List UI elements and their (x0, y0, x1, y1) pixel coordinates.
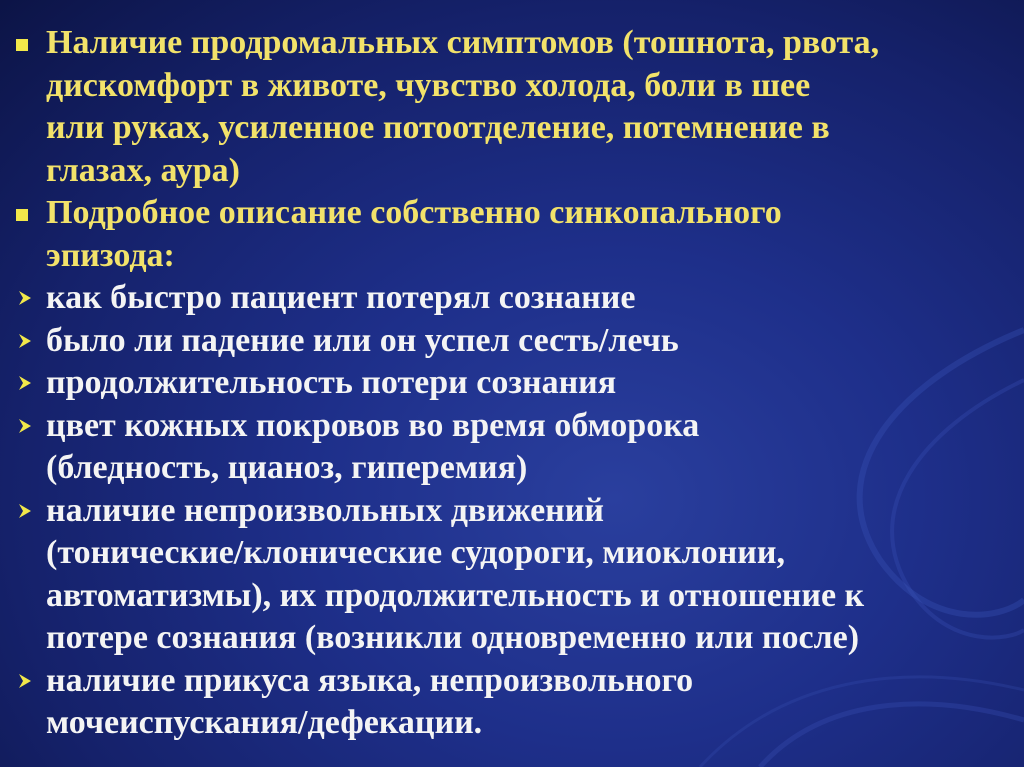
list-item (10, 660, 1014, 745)
list-item (10, 22, 1014, 192)
item-text: цвет кожных покровов во время обморока (бледность, цианоз, гиперемия) (46, 406, 700, 486)
item-text: как быстро пациент потерял сознание (46, 279, 636, 316)
item-text: было ли падение или он успел сесть/лечь (46, 321, 679, 359)
square-bullet-icon (10, 22, 46, 51)
arrow-bullet-icon (10, 277, 46, 307)
item-text: наличие непроизвольных движений (тонические/клонические судороги, миоклонии, автоматизмы), их продолжительность и отношение к потере сознания (возникли одновременно или после) (46, 491, 865, 656)
list-item (10, 490, 1014, 660)
list-item (10, 362, 1014, 405)
item-text: наличие прикуса языка, непроизвольного мочеиспускания/дефекации. (46, 661, 694, 741)
square-bullet-icon (10, 192, 46, 221)
arrow-bullet-icon (10, 362, 46, 392)
arrow-bullet-icon (10, 490, 46, 520)
item-text: продолжительность потери сознания (46, 364, 617, 401)
list-item (10, 405, 1014, 490)
arrow-bullet-icon (10, 320, 46, 350)
list-item (10, 277, 1014, 320)
list-item (10, 320, 1014, 363)
list-item (10, 192, 1014, 277)
arrow-bullet-icon (10, 660, 46, 690)
slide-content (10, 22, 1014, 745)
item-text: Подробное описание собственно синкопального эпизода: (46, 194, 782, 274)
item-text: Наличие продромальных симптомов (тошнота, рвота, дискомфорт в животе, чувство холода, боли в шее или руках, усиленное потоотделение, потемнение в глазах, аура) (46, 24, 880, 189)
arrow-bullet-icon (10, 405, 46, 435)
